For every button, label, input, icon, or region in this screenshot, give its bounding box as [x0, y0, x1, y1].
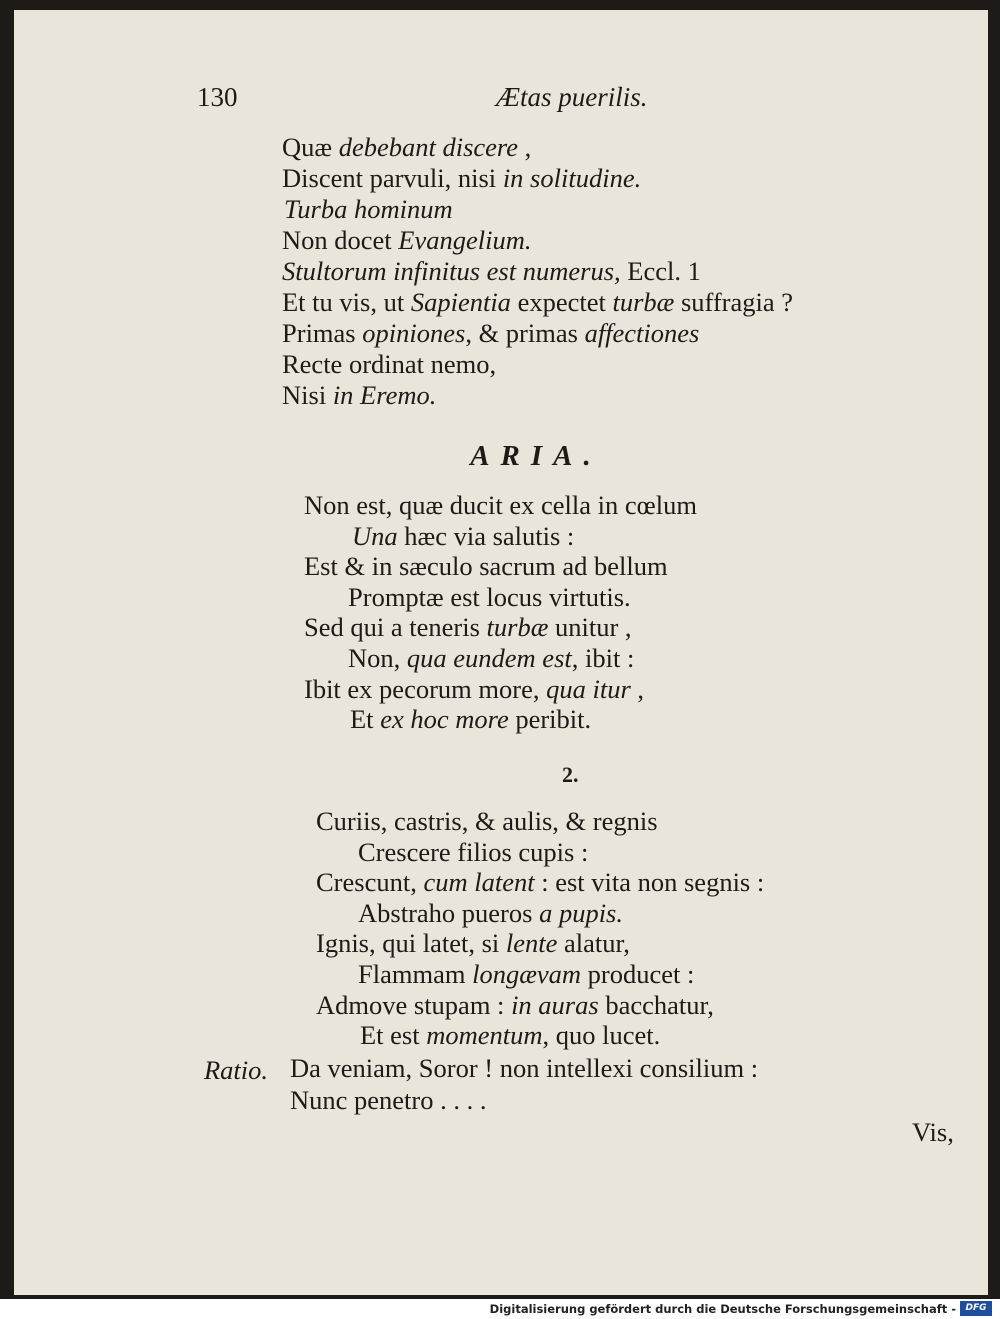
text-run: in solitudine.: [502, 163, 642, 193]
text-run: hæc via salutis :: [397, 520, 575, 551]
running-title: Ætas puerilis.: [496, 82, 648, 112]
text-run: Non docet: [282, 225, 399, 255]
recitative-line: [282, 134, 531, 161]
aria-stanza-2-line: [358, 836, 589, 867]
text-run: suffragia ?: [674, 287, 794, 317]
catchword: Vis,: [912, 1117, 954, 1147]
recitative-line: [282, 351, 496, 378]
text-run: Et: [350, 704, 381, 735]
text-run: Abstraho pueros: [358, 897, 540, 928]
text-run: ,: [518, 132, 532, 162]
text-run: Nunc penetro . . . .: [290, 1085, 487, 1115]
text-run: , quo lucet.: [542, 1020, 661, 1051]
recitative-line: [282, 227, 531, 254]
text-run: in auras: [511, 989, 599, 1020]
dialogue-line: [290, 1055, 758, 1082]
text-run: Crescere filios cupis :: [358, 836, 589, 867]
text-run: Sapientia: [410, 287, 511, 317]
digitization-credit: Digitalisierung gefördert durch die Deutsche Forschungsgemeinschaft -: [489, 1302, 956, 1316]
text-run: Da veniam, Soror ! non intellexi consilium :: [290, 1053, 759, 1083]
aria-stanza-1-line: [348, 645, 634, 672]
aria-stanza-1-line: [348, 581, 631, 612]
text-run: Curiis, castris, & aulis, & regnis: [316, 806, 658, 836]
text-run: Promptæ est locus virtutis.: [348, 581, 631, 612]
dialogue-line: [290, 1087, 487, 1114]
text-run: expectet: [510, 287, 613, 317]
text-run: Est & in sæculo sacrum ad bellum: [304, 551, 668, 582]
text-run: Quæ: [282, 132, 339, 162]
text-run: Non,: [348, 643, 407, 673]
page-number: 130: [197, 82, 238, 112]
text-run: , ibit :: [571, 643, 635, 673]
text-run: Et est: [360, 1020, 427, 1051]
text-run: opiniones: [362, 318, 466, 348]
text-run: Turba hominum: [284, 194, 453, 224]
text-run: : est vita non segnis :: [534, 867, 765, 898]
dfg-logo-icon: DFG: [960, 1301, 992, 1316]
text-run: Eccl. 1: [620, 256, 701, 286]
text-run: affectiones: [584, 318, 700, 348]
speaker-label: Ratio.: [204, 1055, 269, 1085]
text-run: lente: [505, 928, 558, 959]
recitative-line: [282, 382, 436, 409]
recitative-line: [282, 289, 793, 316]
text-run: Discent parvuli, nisi: [282, 163, 503, 193]
aria-stanza-2-line: [360, 1022, 660, 1049]
aria-stanza-1-line: [304, 673, 645, 704]
recitative-line: [282, 258, 701, 285]
text-run: debebant discere: [338, 132, 519, 162]
text-run: Flammam: [358, 959, 473, 989]
text-run: Una: [352, 520, 398, 551]
text-run: Admove stupam :: [316, 989, 512, 1020]
text-run: Et tu vis, ut: [282, 287, 411, 317]
text-run: bacchatur,: [598, 989, 714, 1020]
text-run: qua eundem est: [406, 643, 572, 673]
aria-stanza-2-line: [316, 989, 714, 1020]
aria-heading: ARIA.: [470, 440, 602, 472]
text-run: Evangelium.: [398, 225, 532, 255]
text-run: Crescunt,: [316, 867, 424, 898]
aria-stanza-2-line: [358, 961, 694, 988]
text-run: a pupis.: [539, 897, 623, 928]
text-run: Non est, quæ ducit ex cella in cœlum: [304, 490, 697, 520]
recitative-line: [284, 196, 453, 223]
text-run: alatur,: [557, 928, 630, 959]
stanza-number: 2.: [562, 762, 579, 787]
text-run: producet :: [581, 959, 695, 989]
aria-stanza-2-line: [316, 930, 630, 957]
text-run: Recte ordinat nemo,: [282, 349, 497, 379]
aria-stanza-1-line: [350, 706, 591, 733]
aria-stanza-2-line: [358, 897, 623, 928]
text-run: longævam: [472, 959, 582, 989]
text-run: peribit.: [508, 704, 592, 735]
text-run: Ibit ex pecorum more,: [304, 673, 547, 704]
text-run: turbæ: [612, 287, 675, 317]
aria-stanza-2-line: [316, 808, 658, 835]
aria-stanza-1-line: [304, 492, 697, 519]
text-run: Stultorum infinitus est numerus,: [282, 256, 621, 286]
aria-stanza-1-line: [304, 553, 668, 580]
recitative-line: [282, 320, 699, 347]
book-page: [14, 10, 988, 1295]
text-run: turbæ: [486, 612, 549, 643]
text-run: , & primas: [465, 318, 585, 348]
aria-stanza-1-line: [352, 520, 575, 551]
text-run: unitur ,: [548, 612, 632, 643]
text-run: ex hoc more: [380, 704, 509, 735]
aria-stanza-1-line: [304, 614, 632, 641]
recitative-line: [282, 165, 641, 192]
text-run: cum latent: [423, 867, 535, 898]
text-run: momentum: [426, 1020, 543, 1051]
aria-stanza-2-line: [316, 869, 764, 896]
text-run: Primas: [282, 318, 363, 348]
text-run: ,: [630, 673, 645, 704]
text-run: Nisi: [282, 380, 333, 410]
text-run: Ignis, qui latet, si: [316, 928, 506, 959]
text-run: qua itur: [546, 673, 631, 704]
text-run: in Eremo.: [332, 380, 437, 410]
text-run: Sed qui a teneris: [304, 612, 487, 643]
